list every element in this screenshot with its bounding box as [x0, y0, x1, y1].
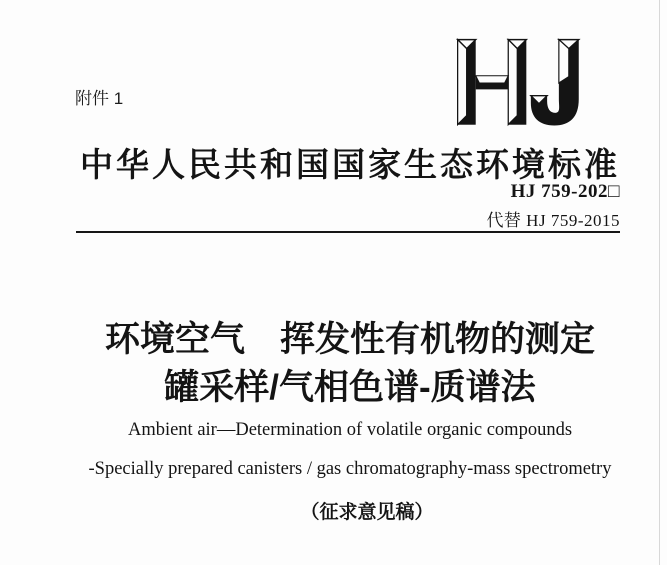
- standard-number: HJ 759-202□: [510, 181, 620, 202]
- hj-logo-text: [0, 0, 1, 1]
- header-divider-rule: [76, 231, 620, 233]
- replaces-note: 代替 HJ 759-2015: [486, 211, 620, 230]
- title-cn-line2: 罐采样/气相色谱-质谱法: [164, 368, 536, 407]
- title-en-line2: -Specially prepared canisters / gas chromatography-mass spectrometry: [88, 459, 612, 479]
- page-edge-line: [659, 0, 660, 565]
- title-en-line1: Ambient air—Determination of volatile organic compounds: [127, 420, 573, 440]
- title-cn-line1: 环境空气 挥发性有机物的测定: [104, 320, 595, 359]
- standard-header-title: 中华人民共和国国家生态环境标准: [80, 148, 620, 184]
- attachment-label: 附件 1: [75, 89, 124, 108]
- standard-number-block: [486, 181, 620, 231]
- hj-logo: [452, 36, 588, 130]
- draft-status-note: （征求意见稿）: [300, 502, 434, 523]
